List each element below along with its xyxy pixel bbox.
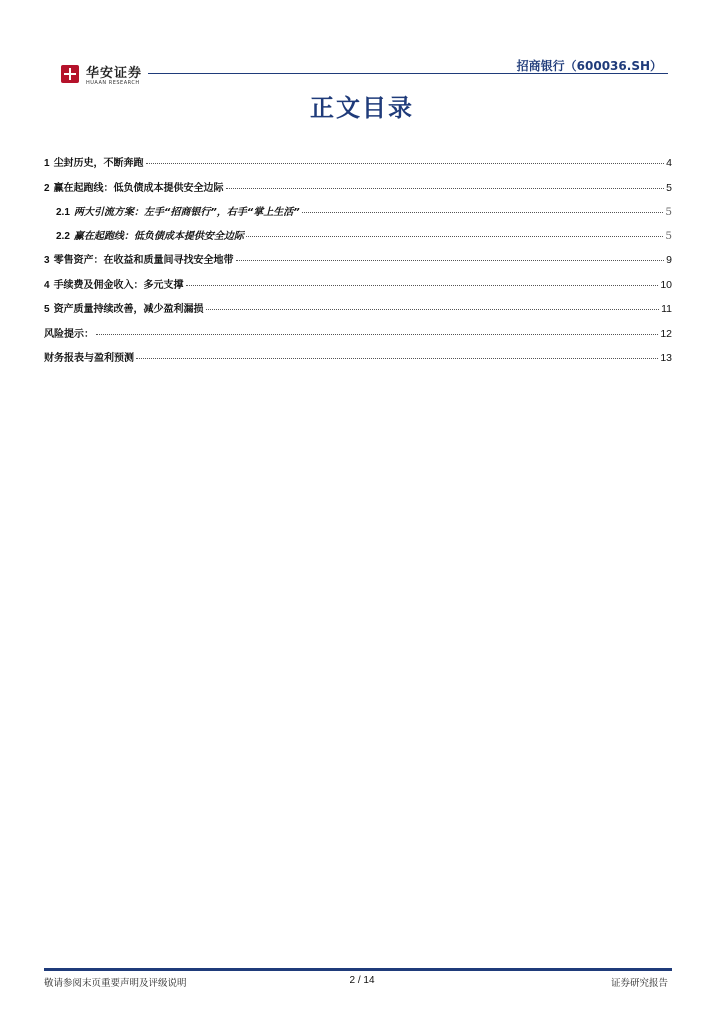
toc-entry-page: 5	[665, 230, 672, 242]
toc-leader-dots	[136, 358, 658, 359]
toc-entry[interactable]	[44, 276, 672, 301]
toc-entry-number: 1	[44, 158, 50, 169]
toc-entry-title: 两大引流方案：左手“招商银行”，右手“掌上生活”	[73, 207, 300, 218]
toc-entry-title: 赢在起跑线：低负债成本提供安全边际	[73, 231, 244, 242]
toc-leader-dots	[302, 212, 664, 213]
toc-entry-number: 5	[44, 304, 50, 315]
toc-entry-title: 财务报表与盈利预测	[44, 353, 134, 364]
stock-label: 招商银行（600036.SH）	[516, 59, 662, 73]
toc-entry-page: 9	[666, 254, 672, 266]
toc-entry-page: 4	[666, 157, 672, 169]
toc-entry[interactable]	[44, 227, 672, 251]
toc-leader-dots	[96, 334, 658, 335]
toc-entry-title: 资产质量持续改善，减少盈利漏损	[53, 304, 204, 315]
toc-entry-number: 2	[44, 182, 50, 194]
footer-divider	[44, 968, 672, 971]
toc-entry[interactable]	[44, 179, 672, 204]
toc-entry-title: 赢在起跑线：低负债成本提供安全边际	[53, 182, 224, 194]
toc-leader-dots	[246, 236, 663, 237]
toc-entry-number: 4	[44, 279, 50, 291]
toc-entry-title: 风险提示：	[44, 328, 94, 340]
logo-subtext: HUAAN RESEARCH	[86, 80, 140, 86]
footer-disclaimer: 敬请参阅末页重要声明及评级说明	[44, 978, 187, 989]
toc-entry-number: 3	[44, 255, 50, 266]
toc-entry[interactable]	[44, 325, 672, 350]
toc-entry[interactable]	[44, 300, 672, 325]
toc-entry-title: 手续费及佣金收入：多元支撑	[53, 279, 184, 291]
page-title: 正文目录	[310, 93, 414, 122]
toc-entry-page: 11	[661, 303, 672, 315]
toc-entry-number: 2.1	[56, 207, 70, 218]
toc-entry[interactable]	[44, 154, 672, 179]
toc-leader-dots	[226, 188, 665, 189]
table-of-contents	[44, 154, 672, 374]
toc-leader-dots	[186, 285, 659, 286]
toc-entry[interactable]	[44, 251, 672, 276]
toc-entry-title: 尘封历史，不断奔跑	[53, 158, 144, 169]
logo-text: 华安证券	[86, 66, 143, 81]
toc-leader-dots	[206, 309, 660, 310]
footer-report-type: 证券研究报告	[610, 978, 668, 989]
toc-entry-number: 2.2	[56, 231, 70, 242]
toc-leader-dots	[146, 163, 665, 164]
toc-entry[interactable]	[44, 349, 672, 374]
page-number: 2 / 14	[349, 975, 375, 986]
company-logo-icon	[61, 65, 79, 83]
toc-entry[interactable]	[44, 203, 672, 227]
toc-entry-page: 5	[665, 206, 672, 218]
toc-entry-page: 10	[660, 278, 672, 291]
toc-entry-page: 13	[660, 352, 672, 364]
toc-entry-page: 12	[660, 327, 672, 340]
toc-entry-page: 5	[666, 181, 672, 194]
toc-entry-title: 零售资产：在收益和质量间寻找安全地带	[53, 255, 234, 266]
toc-leader-dots	[236, 260, 665, 261]
